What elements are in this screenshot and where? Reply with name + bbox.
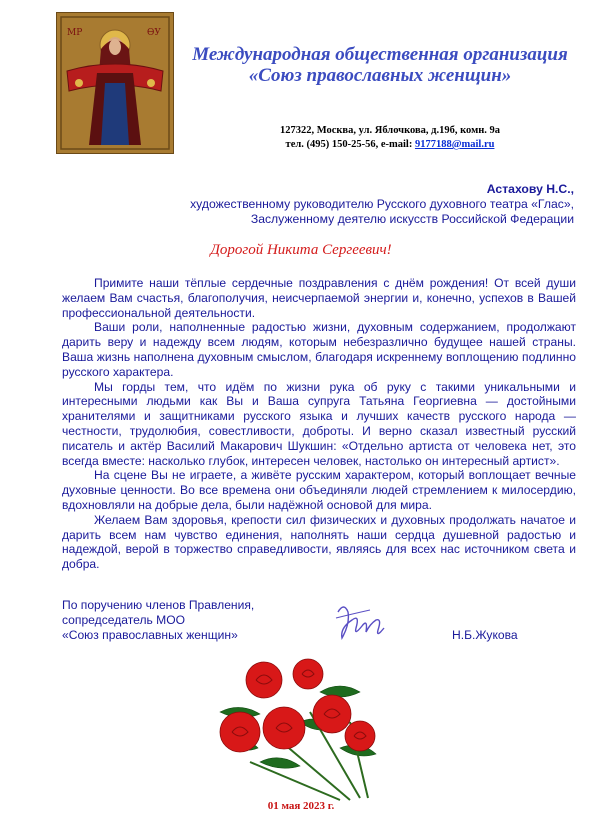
handwritten-signature — [330, 598, 390, 646]
signature-block — [62, 598, 254, 643]
address-block — [240, 124, 540, 152]
email-link[interactable]: 9177188@mail.ru — [414, 139, 495, 150]
paragraph: Мы горды тем, что идём по жизни рука об руку с такими уникальными и интересными людьми как Вы и Ваша супруга Татьяна Георгиевна — достойными хранителями и защитниками русского языка и лучших качеств русского народа — честности, трудолюбия, совестливости, доброты. И верно сказал известный русский писатель и актёр Василий Макарович Шукшин: «Отдельно артиста от человека нет, это всегда вместе: насколько глубок, интересен человек, настолько он интересный артист». — [62, 379, 576, 468]
recipient-position: художественному руководителю Русского духовного театра «Глас», — [190, 197, 574, 211]
contact-line — [240, 138, 540, 152]
organization-title — [180, 44, 580, 86]
icon-label-left: МР — [67, 28, 83, 38]
signature-line2: сопредседатель МОО — [62, 613, 186, 627]
greeting: Дорогой Никита Сергеевич! — [210, 242, 392, 258]
paragraph: Ваши роли, наполненные радостью жизни, духовным содержанием, продолжают дарить веру и надежду всем людям, которым небезразлично будущее нашей страны. Ваша жизнь наполнена духовным смыслом, благодаря искреннему воплощению подлинно русского характера. — [62, 320, 576, 379]
address-line: 127322, Москва, ул. Яблочкова, д.19б, комн. 9а — [279, 125, 501, 136]
letter-body — [62, 276, 576, 572]
icon-image — [56, 12, 174, 154]
recipient-block — [190, 182, 574, 227]
recipient-name: Астахову Н.С., — [486, 182, 574, 196]
signature-line1: По поручению членов Правления, — [62, 598, 255, 612]
roses-illustration — [200, 652, 390, 802]
paragraph: На сцене Вы не играете, а живёте русским характером, который воплощает вечные духовные ценности. Во все времена они объединяли людей стремлением к милосердию, вдохновляли на добрые дела, были надёжной основой для мира. — [62, 468, 576, 512]
paragraph: Желаем Вам здоровья, крепости сил физических и духовных продолжать начатое и дарить всем нам чувство единения, наполнять наши сердца душевной радостью и надеждой, верой в торжество справедливости, являясь для всех нас источником света и добра. — [62, 512, 576, 572]
org-title-line1: Международная общественная организация — [192, 44, 568, 65]
paragraph: Примите наши тёплые сердечные поздравления с днём рождения! От всей души желаем Вам счастья, благополучия, неисчерпаемой энергии и, конечно, успехов в Вашей профессиональной деятельности. — [62, 276, 576, 320]
theotokos-icon — [57, 13, 173, 153]
phone-text: тел. (495) 150-25-56, e-mail: — [285, 139, 415, 150]
signatory-name: Н.Б.Жукова — [452, 628, 518, 642]
recipient-title: Заслуженному деятелю искусств Российской Федерации — [250, 212, 574, 226]
icon-label-right: ѲУ — [147, 28, 161, 38]
letter-date: 01 мая 2023 г. — [267, 800, 335, 812]
org-title-line2: «Союз православных женщин» — [248, 65, 512, 86]
signature-line3: «Союз православных женщин» — [62, 628, 238, 642]
